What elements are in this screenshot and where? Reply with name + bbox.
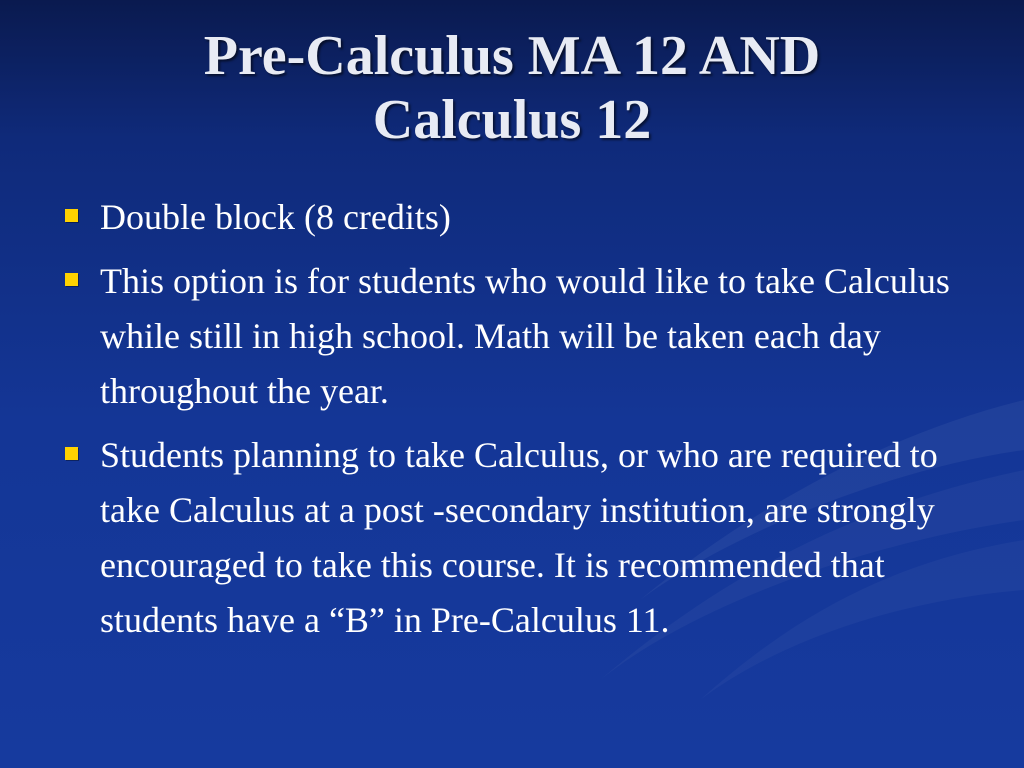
bullet-item-option-description — [62, 254, 952, 419]
square-bullet-icon — [65, 447, 78, 460]
slide-title — [0, 24, 1024, 152]
bullet-text: This option is for students who would like to take Calculus while still in high school. Math will be taken each day throughout the year. — [100, 261, 950, 411]
square-bullet-icon — [65, 209, 78, 222]
bullet-item-credits — [62, 190, 952, 245]
slide-title-line-1: Pre-Calculus MA 12 AND — [203, 25, 821, 87]
slide-title-line-2: Calculus 12 — [372, 89, 652, 151]
bullet-item-recommendation — [62, 428, 952, 648]
bullet-text: Students planning to take Calculus, or who are required to take Calculus at a post -secondary institution, are strongly encouraged to take this course. It is recommended that students have a “B” in Pre-Calculus 11. — [100, 435, 938, 640]
bullet-text: Double block (8 credits) — [100, 197, 451, 237]
square-bullet-icon — [65, 273, 78, 286]
bullet-list — [62, 190, 952, 657]
